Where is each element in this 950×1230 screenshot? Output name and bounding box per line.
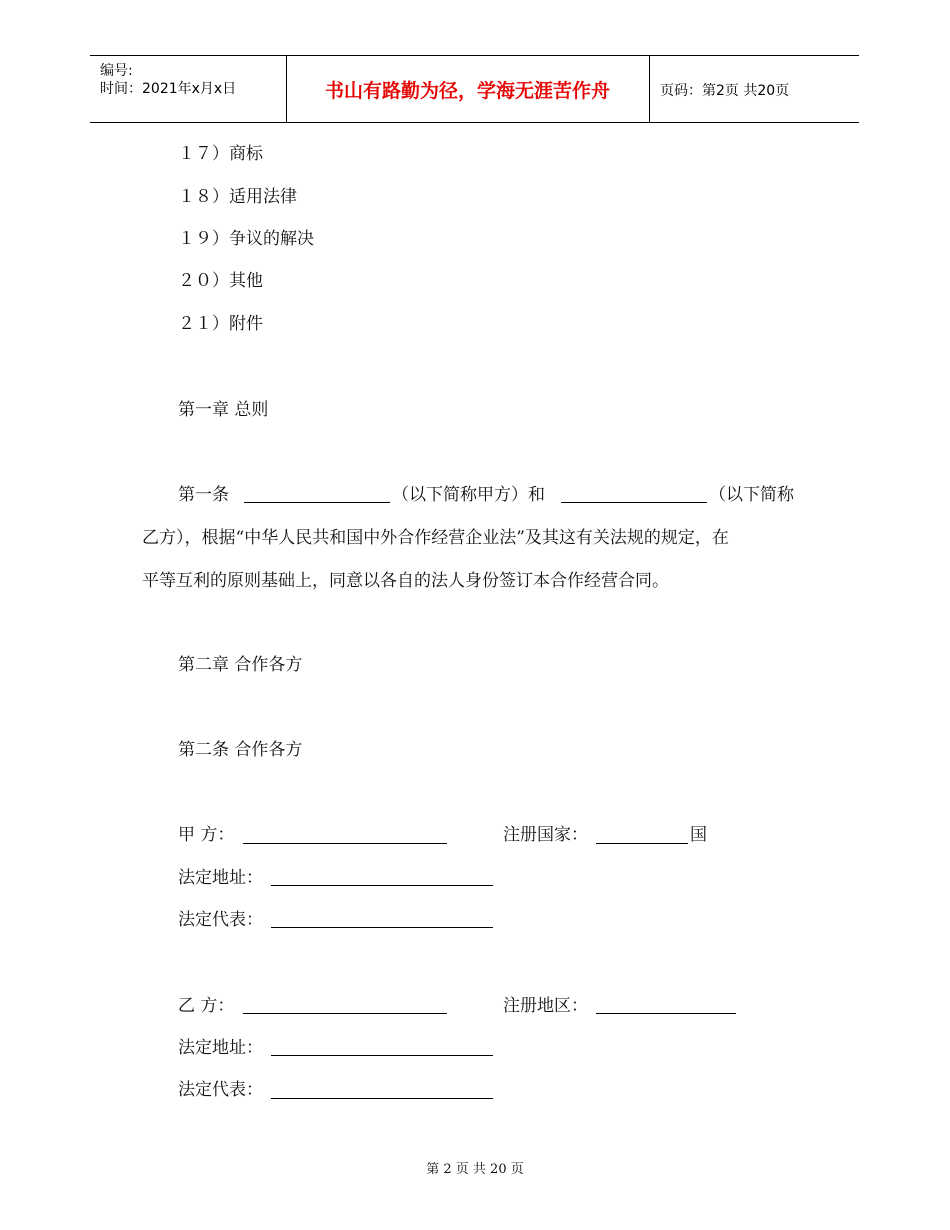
chapter-1-heading: 第一章 总则 bbox=[178, 400, 269, 420]
party-b-address-blank bbox=[271, 1055, 493, 1056]
article-1-line2: 乙方），根据“中华人民共和国中外合作经营企业法”及其这有关法规的规定，在 bbox=[142, 528, 729, 548]
party-a-country-suffix: 国 bbox=[690, 825, 707, 845]
header-divider-right bbox=[649, 56, 650, 122]
party-b-blank bbox=[561, 502, 707, 503]
header-motto: 书山有路勤为径，学海无涯苦作舟 bbox=[324, 79, 610, 102]
article-2-heading: 第二条 合作各方 bbox=[178, 740, 303, 760]
party-a-country-label: 注册国家： bbox=[503, 825, 588, 845]
toc-item: １８）适用法律 bbox=[178, 187, 297, 207]
party-b-region-blank bbox=[596, 1013, 736, 1014]
chapter-2-heading: 第二章 合作各方 bbox=[178, 655, 303, 675]
party-a-address-blank bbox=[271, 885, 493, 886]
party-b-rep-label: 法定代表： bbox=[178, 1080, 263, 1100]
party-b-name-label: 乙 方： bbox=[178, 996, 235, 1016]
article-1-line1-tail: （以下简称 bbox=[709, 485, 794, 505]
party-b-rep-blank bbox=[271, 1098, 493, 1099]
party-b-region-label: 注册地区： bbox=[503, 996, 588, 1016]
party-a-blank bbox=[244, 502, 390, 503]
toc-item: ２０）其他 bbox=[178, 271, 263, 291]
party-a-country-blank bbox=[596, 843, 688, 844]
document-time-label: 时间：2021年x月x日 bbox=[100, 81, 237, 97]
toc-item: １７）商标 bbox=[178, 144, 263, 164]
page-header bbox=[90, 55, 859, 123]
party-a-rep-label: 法定代表： bbox=[178, 910, 263, 930]
toc-item: １９）争议的解决 bbox=[178, 229, 314, 249]
party-b-address-label: 法定地址： bbox=[178, 1038, 263, 1058]
article-1-party-a-suffix: （以下简称甲方）和 bbox=[392, 485, 545, 505]
party-a-rep-blank bbox=[271, 927, 493, 928]
page-footer: 第 2 页 共 20 页 bbox=[426, 1162, 524, 1177]
party-a-name-label: 甲 方： bbox=[178, 825, 235, 845]
party-a-address-label: 法定地址： bbox=[178, 868, 263, 888]
toc-item: ２１）附件 bbox=[178, 314, 263, 334]
page-code-label: 页码：第2页 共20页 bbox=[660, 83, 790, 99]
article-1-line3: 平等互利的原则基础上，同意以各自的法人身份签订本合作经营合同。 bbox=[142, 571, 669, 591]
party-a-name-blank bbox=[243, 843, 447, 844]
article-1-prefix: 第一条 bbox=[178, 485, 229, 505]
party-b-name-blank bbox=[243, 1013, 447, 1014]
document-number-label: 编号: bbox=[100, 63, 133, 79]
